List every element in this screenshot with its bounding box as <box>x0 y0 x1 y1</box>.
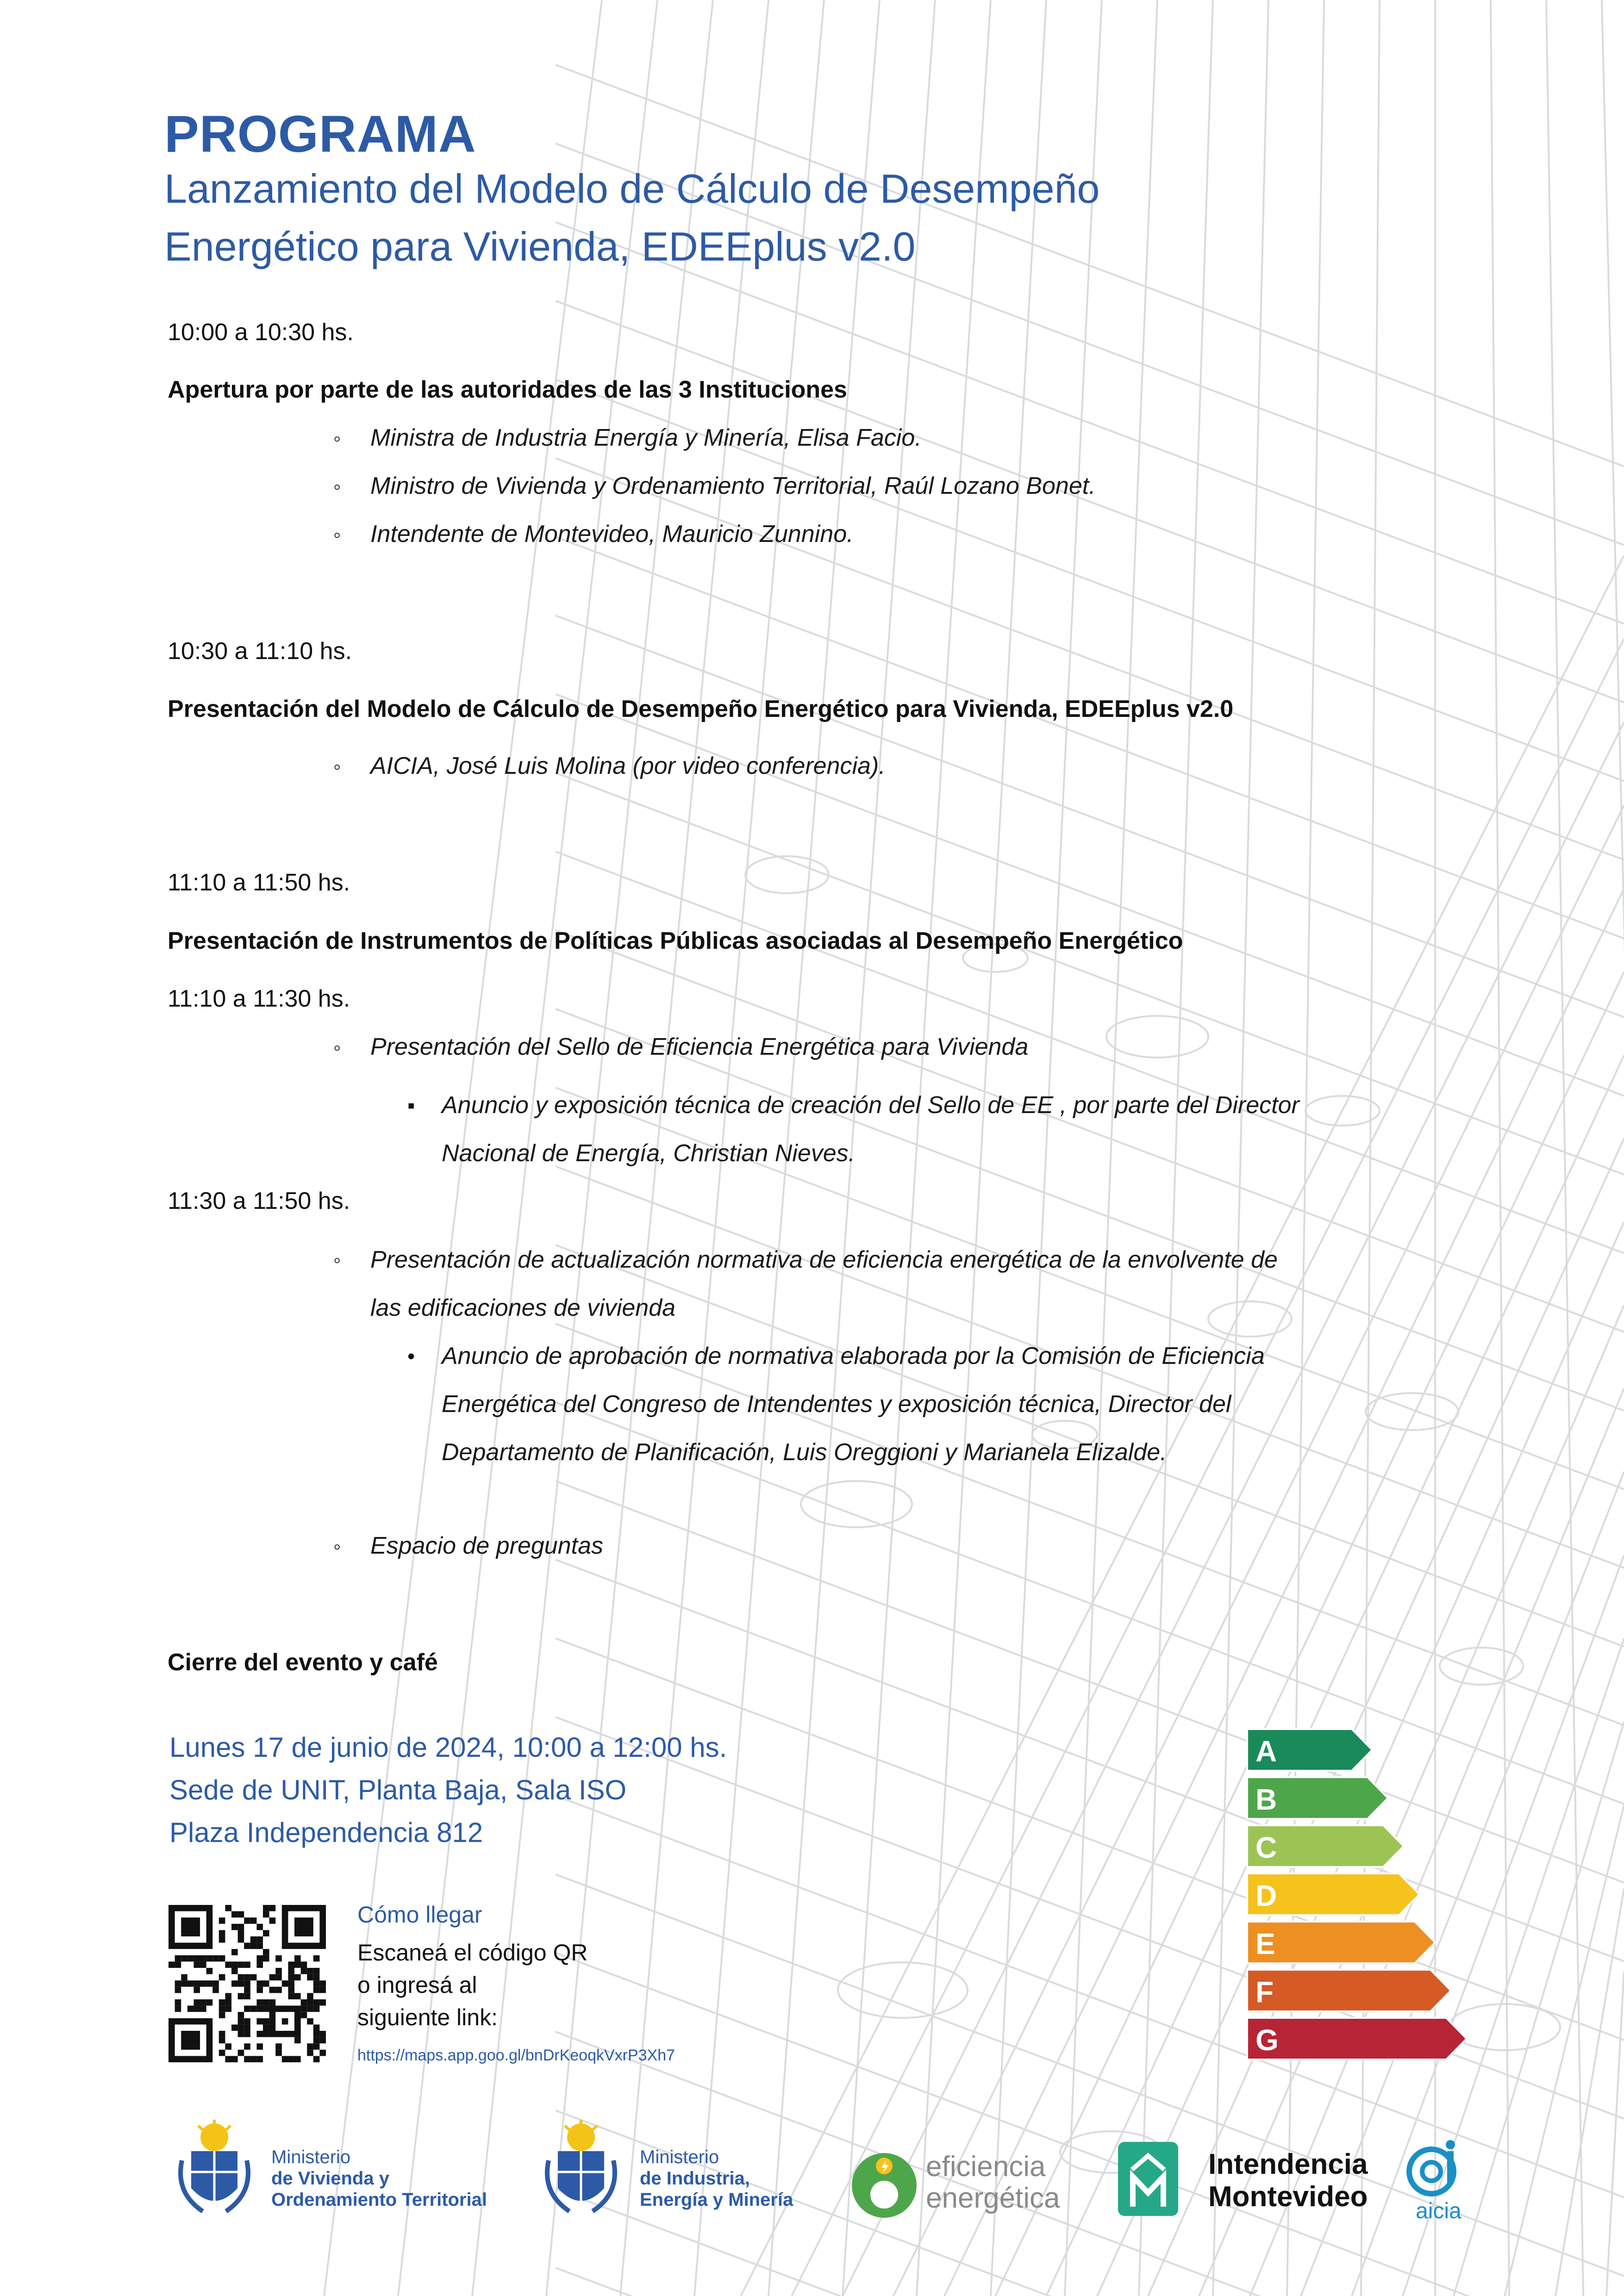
subtitle-line-2: Energético para Vivienda, EDEEplus v2.0 <box>164 224 916 269</box>
energy-class-f <box>1247 1970 1451 2011</box>
block2-time: 10:30 a 11:10 hs. <box>168 638 352 665</box>
block3-sub1-detail: ▪ Anuncio y exposición técnica de creación del Sello de EE , por parte del Director Nacional de Energía, Christian Nieves. <box>407 1081 1426 1177</box>
circle-bullet-icon: ◦ <box>333 1035 341 1059</box>
svg-text:E: E <box>1255 1927 1275 1960</box>
svg-text:B: B <box>1255 1783 1277 1816</box>
energy-class-g <box>1247 2018 1467 2060</box>
svg-text:D: D <box>1255 1879 1277 1912</box>
block3-sub2-item: ◦ Presentación de actualización normativa de eficiencia energética de la envolvente de las edificaciones de vivienda <box>333 1236 1398 1332</box>
event-date: Lunes 17 de junio de 2024, 10:00 a 12:00 hs. <box>169 1732 727 1763</box>
block3-sub2-time: 11:30 a 11:50 hs. <box>168 1188 350 1214</box>
circle-bullet-icon: ◦ <box>333 1534 341 1558</box>
circle-bullet-icon: ◦ <box>333 474 341 498</box>
aicia-logo-icon <box>1403 2138 1468 2203</box>
im-logo-icon <box>1118 2142 1178 2216</box>
energy-class-d <box>1247 1873 1419 1915</box>
block1-heading: Apertura por parte de las autoridades de las 3 Instituciones <box>168 376 847 403</box>
square-bullet-icon: ▪ <box>407 1093 415 1117</box>
block3-questions: ◦ Espacio de preguntas <box>333 1532 604 1559</box>
subtitle-line-1: Lanzamiento del Modelo de Cálculo de Desempeño <box>164 166 1100 212</box>
svg-text:C: C <box>1255 1831 1277 1864</box>
directions-link[interactable]: https://maps.app.goo.gl/bnDrKeoqkVxrP3Xh7 <box>357 2047 675 2064</box>
qr-code[interactable] <box>169 1905 326 2062</box>
coat-of-arms-icon <box>537 2119 625 2221</box>
block3-time: 11:10 a 11:50 hs. <box>168 869 350 896</box>
block1-item-1: ◦ Ministra de Industria Energía y Minería, Elisa Facio. <box>333 424 922 451</box>
page-subtitle <box>164 160 1414 275</box>
directions-title: Cómo llegar <box>357 1902 482 1928</box>
block1-time: 10:00 a 10:30 hs. <box>168 319 354 346</box>
block2-item-1: ◦ AICIA, José Luis Molina (por video conferencia). <box>333 753 886 779</box>
block1-item-2: ◦ Ministro de Vivienda y Ordenamiento Territorial, Raúl Lozano Bonet. <box>333 473 1096 499</box>
directions-text: Escaneá el código QR o ingresá al siguiente link: <box>357 1940 588 2030</box>
circle-bullet-icon: ◦ <box>333 426 341 450</box>
energy-class-e <box>1247 1922 1435 1963</box>
block3-heading: Presentación de Instrumentos de Políticas Públicas asociadas al Desempeño Energético <box>168 927 1183 954</box>
block3-sub2-detail: • Anuncio de aprobación de normativa elaborada por la Comisión de Eficiencia Energética del Congreso de Intendentes y exposición técnica, Director del Departamento de Planificación, Luis Oreggioni y Marianela Elizalde. <box>407 1332 1426 1476</box>
circle-bullet-icon: ◦ <box>333 754 341 778</box>
energy-efficiency-label <box>1245 1727 1468 2070</box>
efficiency-drop-icon <box>847 2147 921 2221</box>
coat-of-arms-icon <box>170 2119 258 2221</box>
event-address: Plaza Independencia 812 <box>169 1817 483 1848</box>
event-info <box>169 1726 727 1854</box>
energy-class-a <box>1247 1729 1372 1771</box>
logo-aicia: aicia <box>1403 2138 1468 2205</box>
block3-sub1-item: ◦ Presentación del Sello de Eficiencia Energética para Vivienda <box>333 1033 1029 1060</box>
circle-bullet-icon: ◦ <box>333 1248 341 1272</box>
event-venue: Sede de UNIT, Planta Baja, Sala ISO <box>169 1774 627 1805</box>
svg-text:F: F <box>1255 1975 1274 2009</box>
block2-heading: Presentación del Modelo de Cálculo de Desempeño Energético para Vivienda, EDEEplus v2.0 <box>168 696 1234 722</box>
logo-miem: Ministerio de Industria, Energía y Minería <box>537 2119 625 2223</box>
block1-item-3: ◦ Intendente de Montevideo, Mauricio Zunnino. <box>333 521 854 548</box>
energy-class-c <box>1247 1825 1404 1867</box>
logo-eficiencia-energetica: eficiencia energética <box>847 2147 921 2224</box>
dot-bullet-icon: • <box>407 1344 415 1368</box>
energy-class-b <box>1247 1777 1388 1819</box>
block3-sub1-time: 11:10 a 11:30 hs. <box>168 985 350 1012</box>
svg-text:A: A <box>1255 1735 1277 1768</box>
page-title: PROGRAMA <box>164 105 476 163</box>
logo-mvot: Ministerio de Vivienda y Ordenamiento Territorial <box>170 2119 258 2223</box>
closing-text: Cierre del evento y café <box>168 1649 438 1676</box>
svg-text:G: G <box>1255 2023 1279 2057</box>
circle-bullet-icon: ◦ <box>333 523 341 547</box>
logo-intendencia-montevideo: Intendencia Montevideo <box>1118 2142 1178 2218</box>
